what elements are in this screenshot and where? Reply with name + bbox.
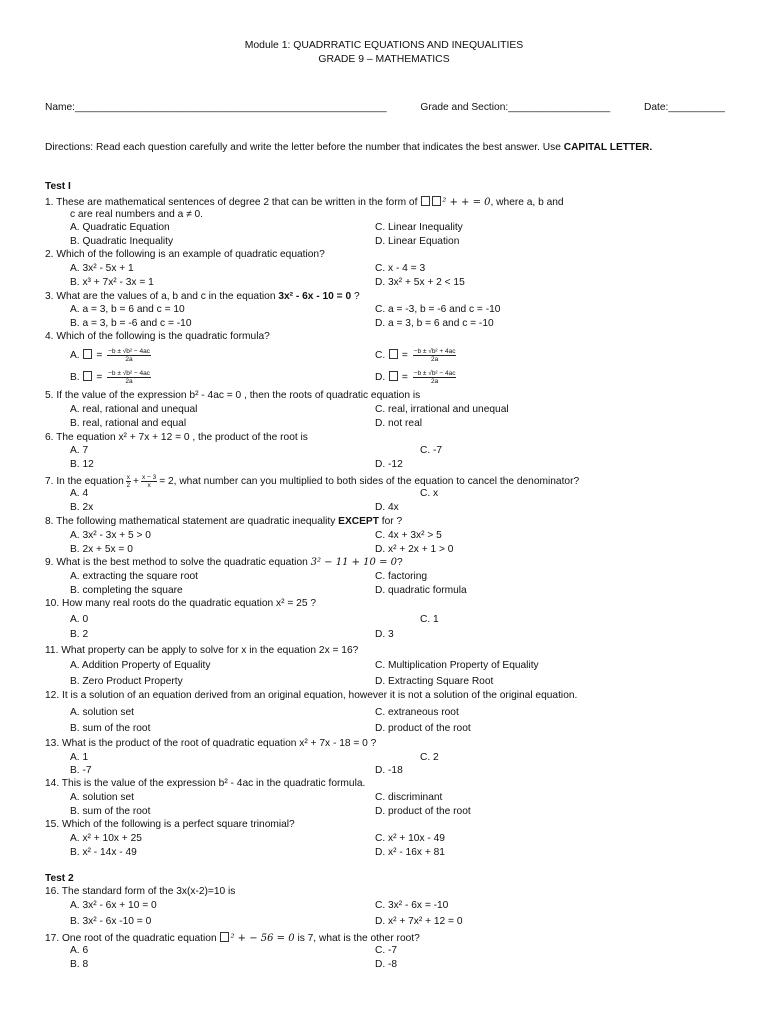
directions — [45, 141, 725, 155]
quadratic-formula-fraction: $\frac{\text{−b ± √b² − 4ac}}{2a}$ — [413, 370, 456, 385]
question-15: 15. Which of the following is a perfect square trinomial? — [45, 819, 295, 830]
q11-option-a: A. Addition Property of Equality — [70, 660, 211, 671]
q2-option-b: B. x³ + 7x² - 3x = 1 — [70, 277, 154, 288]
q2-option-d: D. 3x² + 5x + 2 < 15 — [375, 277, 465, 288]
q2-option-c: C. x - 4 = 3 — [375, 263, 426, 274]
question-9: 9. What is the best method to solve the quadratic equation 3² − 11 + 10 = 0? — [45, 557, 403, 568]
test1-label: Test I — [45, 181, 71, 192]
question-14: 14. This is the value of the expression b² - 4ac in the quadratic formula. — [45, 778, 366, 789]
name-field[interactable]: Name:_______________________________________________________ — [45, 102, 387, 113]
q6-option-d: D. -12 — [375, 459, 403, 470]
question-17: 17. One root of the quadratic equation ² + − 56 = 0 is 7, what is the other root? — [45, 933, 420, 944]
q13-option-a: A. 1 — [70, 752, 89, 763]
q17-option-a: A. 6 — [70, 945, 89, 956]
q6-option-b: B. 12 — [70, 459, 94, 470]
quadratic-formula-fraction: $\frac{\text{−b ± √b² − 4ac}}{2a}$ — [108, 370, 150, 385]
q17-option-d: D. -8 — [375, 959, 398, 970]
q5-option-b: B. real, rational and equal — [70, 418, 187, 429]
q17-equation: ² + − 56 = 0 — [219, 933, 294, 944]
q14-option-d: D. product of the root — [375, 806, 471, 817]
q7-option-a: A. 4 — [70, 488, 89, 499]
q17-option-c: C. -7 — [375, 945, 398, 956]
q1-option-d: D. Linear Equation — [375, 236, 460, 247]
q10-option-b: B. 2 — [70, 629, 89, 640]
q6-option-a: A. 7 — [70, 445, 89, 456]
q15-option-a: A. x² + 10x + 25 — [70, 833, 142, 844]
q13-option-d: D. -18 — [375, 765, 403, 776]
q8-option-a: A. 3x² - 3x + 5 > 0 — [70, 530, 151, 541]
q15-option-b: B. x² - 14x - 49 — [70, 847, 137, 858]
directions-emphasis: CAPITAL LETTER. — [563, 142, 653, 153]
q9-option-c: C. factoring — [375, 571, 428, 582]
q4-option-b: B. = $\frac{\text{−b ± √b² − 4ac}}{2a}$ — [70, 370, 150, 385]
q9-option-d: D. quadratic formula — [375, 585, 467, 596]
q4-option-c: C. = $\frac{\text{−b ± √b² + 4ac}}{2a}$ — [375, 348, 456, 363]
q10-option-c: C. 1 — [420, 614, 439, 625]
q7-option-d: D. 4x — [375, 502, 399, 513]
question-8: 8. The following mathematical statement are quadratic inequality EXCEPT for ? — [45, 516, 403, 527]
q1-option-a: A. Quadratic Equation — [70, 222, 170, 233]
quadratic-formula-fraction: $\frac{\text{−b ± √b² − 4ac}}{2a}$ — [108, 348, 150, 363]
q14-option-b: B. sum of the root — [70, 806, 151, 817]
test2-label: Test 2 — [45, 873, 74, 884]
q1-option-c: C. Linear Inequality — [375, 222, 463, 233]
q11-option-b: B. Zero Product Property — [70, 676, 183, 687]
q16-option-a: A. 3x² - 6x + 10 = 0 — [70, 900, 157, 911]
question-12: 12. It is a solution of an equation derived from an original equation, however it is not a solution of the original equation. — [45, 690, 578, 701]
date-field[interactable]: Date:__________ — [643, 102, 725, 113]
q5-option-a: A. real, rational and unequal — [70, 404, 198, 415]
question-11: 11. What property can be apply to solve for x in the equation 2x = 16? — [45, 645, 359, 656]
q5-option-c: C. real, irrational and unequal — [375, 404, 509, 415]
q7-fraction-2: $\frac{x - 3}{x}$ — [141, 474, 157, 489]
question-2: 2. Which of the following is an example of quadratic equation? — [45, 249, 325, 260]
question-4: 4. Which of the following is the quadratic formula? — [45, 331, 270, 342]
q3-option-a: A. a = 3, b = 6 and c = 10 — [70, 304, 185, 315]
q16-option-d: D. x² + 7x² + 12 = 0 — [375, 916, 463, 927]
q10-option-d: D. 3 — [375, 629, 394, 640]
directions-text: Directions: Read each question carefully and write the letter before the number that indicates the best answer. Use — [45, 142, 564, 153]
grade-section-field[interactable]: Grade and Section:__________________ — [420, 102, 611, 113]
q3-option-d: D. a = 3, b = 6 and c = -10 — [375, 318, 494, 329]
placeholder-box-icon — [220, 932, 229, 942]
q1-option-b: B. Quadratic Inequality — [70, 236, 174, 247]
question-7: 7. In the equation $\frac{x}{2}$ + $\frac{x - 3}{x}$ = 2, what number can you multiplied to both sides of the equation to cancel the denominator? — [45, 474, 580, 489]
q13-option-b: B. -7 — [70, 765, 92, 776]
q6-option-c: C. -7 — [420, 445, 443, 456]
question-1 — [45, 196, 735, 208]
question-10: 10. How many real roots do the quadratic equation x² = 25 ? — [45, 598, 316, 609]
q14-option-c: C. discriminant — [375, 792, 443, 803]
q8-option-d: D. x² + 2x + 1 > 0 — [375, 544, 454, 555]
quadratic-formula-fraction: $\frac{\text{−b ± √b² + 4ac}}{2a}$ — [413, 348, 456, 363]
q7-option-b: B. 2x — [70, 502, 94, 513]
q9-option-b: B. completing the square — [70, 585, 183, 596]
q16-option-c: C. 3x² - 6x = -10 — [375, 900, 449, 911]
q16-option-b: B. 3x² - 6x -10 = 0 — [70, 916, 152, 927]
q1-prefix: 1. These are mathematical sentences of degree 2 that can be written in the form of — [45, 197, 418, 208]
q13-option-c: C. 2 — [420, 752, 439, 763]
q5-option-d: D. not real — [375, 418, 422, 429]
question-5: 5. If the value of the expression b² - 4ac = 0 , then the roots of quadratic equation is — [45, 390, 421, 401]
q9-option-a: A. extracting the square root — [70, 571, 198, 582]
q2-option-a: A. 3x² - 5x + 1 — [70, 263, 134, 274]
grade-subject-title: GRADE 9 – MATHEMATICS — [318, 54, 450, 65]
q8-option-b: B. 2x + 5x = 0 — [70, 544, 133, 555]
q15-option-c: C. x² + 10x - 49 — [375, 833, 445, 844]
q12-option-a: A. solution set — [70, 707, 134, 718]
q1-form: ² + + = 0 — [420, 197, 490, 208]
q11-option-d: D. Extracting Square Root — [375, 676, 494, 687]
q7-option-c: C. x — [420, 488, 439, 499]
question-3: 3. What are the values of a, b and c in the equation 3x² - 6x - 10 = 0 ? — [45, 291, 360, 302]
q1-suffix: , where a, b and — [490, 197, 564, 208]
q11-option-c: C. Multiplication Property of Equality — [375, 660, 539, 671]
q3-equation: 3x² - 6x - 10 = 0 — [278, 291, 352, 302]
question-6: 6. The equation x² + 7x + 12 = 0 , the product of the root is — [45, 432, 308, 443]
q4-option-a: A. = $\frac{\text{−b ± √b² − 4ac}}{2a}$ — [70, 348, 150, 363]
question-13: 13. What is the product of the root of quadratic equation x² + 7x - 18 = 0 ? — [45, 738, 377, 749]
q9-equation: 3² − 11 + 10 = 0 — [310, 557, 398, 568]
student-info-line — [45, 103, 725, 113]
placeholder-box-icon — [432, 196, 441, 206]
q12-option-b: B. sum of the root — [70, 723, 151, 734]
q8-option-c: C. 4x + 3x² > 5 — [375, 530, 442, 541]
q12-option-d: D. product of the root — [375, 723, 471, 734]
q4-option-d: D. = $\frac{\text{−b ± √b² − 4ac}}{2a}$ — [375, 370, 456, 385]
q1-line2: c are real numbers and a ≠ 0. — [70, 209, 204, 220]
q10-option-a: A. 0 — [70, 614, 89, 625]
q14-option-a: A. solution set — [70, 792, 134, 803]
q17-option-b: B. 8 — [70, 959, 89, 970]
question-16: 16. The standard form of the 3x(x-2)=10 is — [45, 886, 236, 897]
q15-option-d: D. x² - 16x + 81 — [375, 847, 445, 858]
module-title: Module 1: QUADRRATIC EQUATIONS AND INEQUALITIES — [244, 40, 524, 51]
q7-fraction-1: $\frac{x}{2}$ — [126, 474, 131, 489]
q3-option-b: B. a = 3, b = -6 and c = -10 — [70, 318, 192, 329]
q12-option-c: C. extraneous root — [375, 707, 459, 718]
placeholder-box-icon — [421, 196, 430, 206]
q3-option-c: C. a = -3, b = -6 and c = -10 — [375, 304, 501, 315]
